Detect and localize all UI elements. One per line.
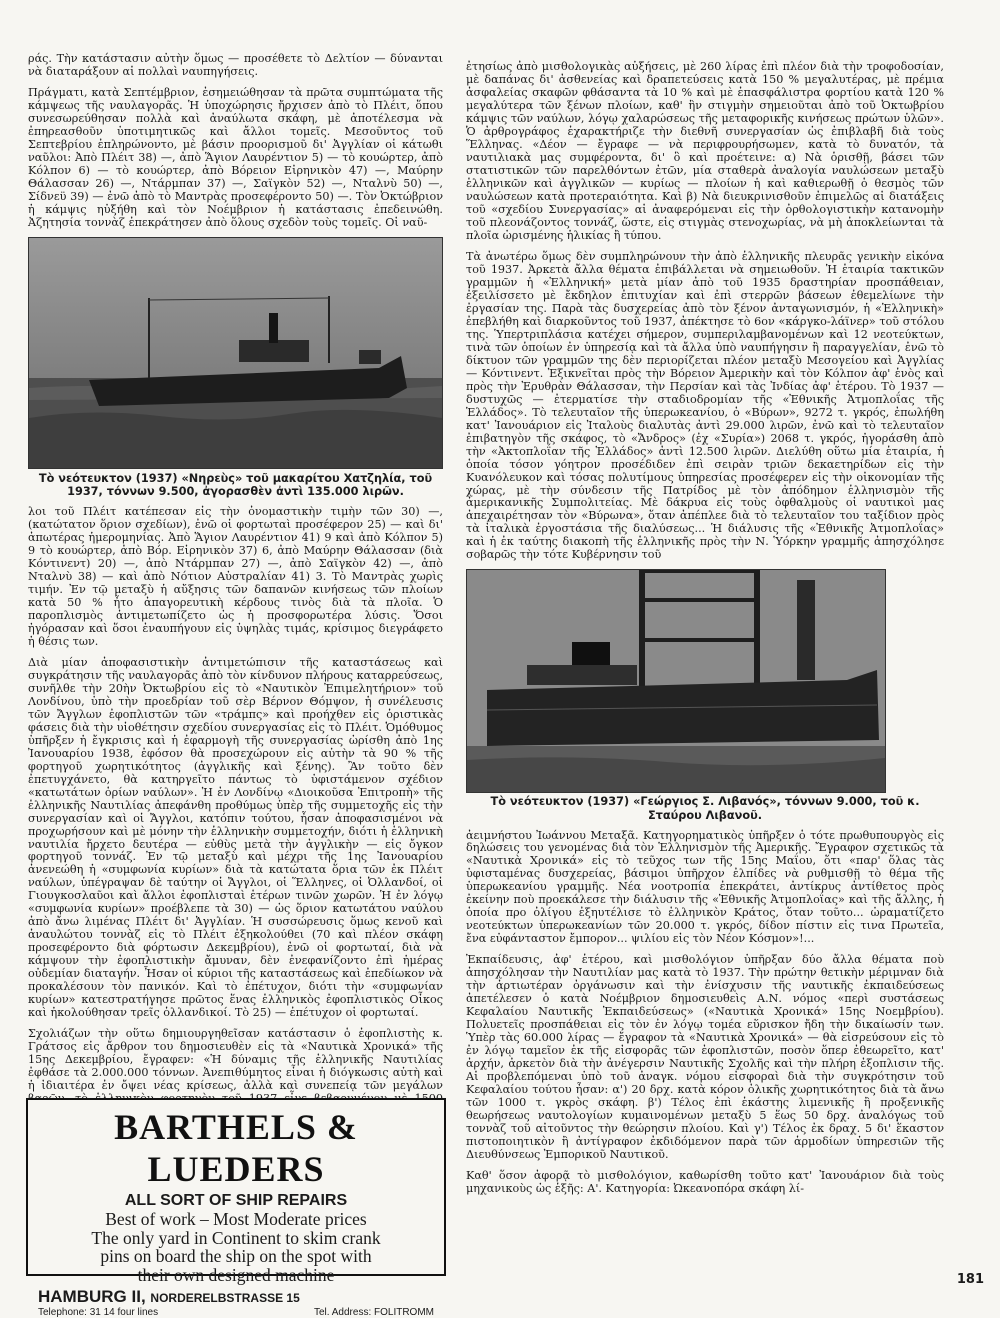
ad-city-name: HAMBURG II, bbox=[38, 1287, 146, 1307]
right-column bbox=[466, 60, 944, 1203]
left-paragraph-3: λοι τοῦ Πλέιτ κατέπεσαν εἰς τὴν ὀνομαστικὴν τιμὴν τῶν 30) —, (κατώτατον ὅριον σχεδίων), ἐνῶ οἱ φορτωταὶ προσέφερον 25) — καὶ δι' ἀπωτέρας ἡμερομηνίας. Ἀπὸ Ἅγιον Λαυρέντιον 41) 9 καὶ ἀπὸ Κόλπον 5) 9 τὸ κουώρτερ, ἀπὸ Βόρ. Εἰρηνικὸν 37) 6, ἀπὸ Μαύρην Θάλασσαν (διὰ Κόντινεντ) 20) —, ἀπὸ Ντάρμπαν 27) —, ἀπὸ Σαϊγκὸν 42) —, ἀπὸ Νταλνὺ 38) — καὶ ἀπὸ Νότιον Αὐστραλίαν 41) 3. Τὸ Μαντρὰς χωρὶς τιμήν. Ἐν τῷ μεταξὺ ἡ αὔξησις τῶν δαπανῶν κινήσεως τῶν πλοίων κατὰ 50 % ἦτο ἀπαγορευτικὴ κέρδους τινὸς διὰ τὰ πλοῖα. Ὁ παροπλισμὸς ἀντιμετωπίζετο ὡς ἡ προσφορωτέρα λύσις. Ὅσοι ἠγόρασαν καὶ ὅσοι ἐναυπήγουν εἰς ὑψηλὰς τιμάς, κρίσιμος διεγράφετο ἡ θέσις των. bbox=[28, 504, 443, 648]
ad-line-4: their own designed machine bbox=[137, 1264, 335, 1285]
ad-tagline: ALL SORT OF SHIP REPAIRS bbox=[124, 1192, 348, 1209]
ad-street: NORDERELBSTRASSE 15 bbox=[150, 1291, 300, 1306]
ad-footer bbox=[28, 1287, 444, 1307]
ad-line-2: The only yard in Continent to skim crank bbox=[91, 1227, 381, 1248]
ad-contacts bbox=[28, 1307, 444, 1318]
ad-company-name: BARTHELS & LUEDERS bbox=[114, 1107, 358, 1189]
page-number: 181 bbox=[956, 1272, 984, 1287]
ship-photo-nireus bbox=[28, 237, 443, 469]
photo-caption-livanos: Τὸ νεότευκτον (1937) «Γεώργιος Σ. Λιβανός», τόννων 9.000, τοῦ κ. Σταύρου Λιβανοῦ. bbox=[490, 795, 920, 822]
right-paragraph-5: Καθ' ὅσον ἀφορᾷ τὸ μισθολόγιον, καθωρίσθη τοῦτο κατ' Ἰανουάριον διὰ τοὺς μηχανικοὺς ὡς ἑξῆς: Α'. Κατηγορία: Ὠκεανοπόρα σκάφη λί- bbox=[466, 1169, 944, 1196]
right-paragraph-3: ἀειμνήστου Ἰωάννου Μεταξᾶ. Κατηγορηματικὸς ὑπῆρξεν ὁ τότε πρωθυπουργὸς εἰς δηλώσεις του γενομένας διὰ τὸν Ἑλληνισμὸν τῆς Ἀμερικῆς. Ἔγραφον σχετικῶς τὰ «Ναυτικὰ Χρονικά» εἰς τὸ τεῦχος των τῆς 15ης Μαΐου, ὅτι «παρ' ὅλας τὰς ὑφισταμένας δυσχερείας, βάσιμοι ὑπῆρχον ἐλπίδες νὰ ρυθμισθῇ τὸ θέμα τῆς ὑπερωκεανίου γραμμῆς. Νέα νοοτροπία ἐπεκράτει, ἀντίκρυς ἀντίθετος πρὸς ἐκείνην ποὺ προεκάλεσε τὴν διάλυσιν τῆς «Ἐθνικῆς Ἀτμοπλοΐας» καὶ τῆς ἄλλης, ἡ ὁποία προ ὀλίγου ἐξηυτέλισε τὸ ἑλληνικὸν Κράτος, ὅταν τοῦτο... ὡραματίζετο νεοτεύκτων ὑπερωκεανίων τῶν 20.000 τ. γκρός, δίδον πίστιν εἰς τινα Πρωτεῖα, ἔνα εὐφάνταστον ἔμπορον... ψιλίου εἰς τὸν Νέον Κόσμον»!... bbox=[466, 828, 944, 946]
photo-caption-nireus: Τὸ νεότευκτον (1937) «Νηρεὺς» τοῦ μακαρίτου Χατζηλία, τοῦ 1937, τόννων 9.500, ἀγορασθὲν ἀντὶ 135.000 λιρῶν. bbox=[38, 471, 433, 499]
left-paragraph-2: Πράγματι, κατὰ Σεπτέμβριον, ἐσημειώθησαν τὰ πρῶτα συμπτώματα τῆς κάμψεως τῆς ναυλαγορᾶς. Ἡ ὑποχώρησις ἤρχισεν ἀπὸ τὸ Πλέιτ, ὅπου συνεσωρεύθησαν πολλὰ καὶ ἀναύλωτα σκάφη, μὲ ἀποτέλεσμα νὰ ἐπηρεασθοῦν ὑποτιμητικῶς καὶ ἄλλοι τομεῖς. Μεσοῦντος τοῦ Σεπτεβρίου ἐπληρώνοντο, μὲ βάσιν προορισμοῦ δι' Ἀγγλίαν οἱ κάτωθι ναῦλοι: Ἀπὸ Πλέιτ 38) —, ἀπὸ Ἅγιον Λαυρέντιον 5) — τὸ κουώρτερ, ἀπὸ Κόλπον 6) — τὸ κουώρτερ, ἀπὸ Βόρειον Εἰρηνικὸν 47) —, Μαύρην Θάλασσαν 26) —, Ντάρμπαν 37) —, Σαϊγκὸν 52) —, Νταλνὺ 50) —, Σίδνεϋ 39) — ἐνῶ ἀπὸ τὸ Μαντρὰς προσεφέροντο 50) —. Τὸν Ὀκτώβριον ἡ κάμψις ηὐξήθη καὶ τὸν Νοέμβριον ἡ κατάστασις ἐπεδεινώθη. Ἀζητησία τοννὰζ ἐπεκράτησεν ἀπὸ ὅλους σχεδὸν τοὺς τομεῖς. Οἱ ναῦ- bbox=[28, 85, 443, 229]
right-paragraph-1: ἐτησίως ἀπὸ μισθολογικὰς αὐξήσεις, μὲ 260 λίρας ἐπὶ πλέον διὰ τὴν τροφοδοσίαν, μὲ δαπάνας δι' ἀσθενείας καὶ δραπετεύσεις κατὰ 150 % μεγαλυτέρας, μὲ πρέμια ἀσφαλείας σκαφῶν φθάσαντα τὰ 10 % καὶ μὲ ἐπασφάλιστρα φορτίου κατὰ 120 % μεγαλύτερα τῶν ξένων πλοίων, καθ' ἣν στιγμὴν σημειοῦται ἀπὸ τοῦ Ὀκτωβρίου κάμψις τῶν ναύλων, λόγῳ χαλαρώσεως τῆς μεταφορικῆς κινήσεως πρώτων ὑλῶν». Ὁ ἀρθρογράφος ἐχαρακτήριζε τὴν διεθνῆ συνεργασίαν ὡς ἐπιβλαβῆ διὰ τοὺς Ἕλληνας. «Δέον — ἔγραφε — νὰ περιφρουρήσωμεν, κατὰ τὸ δυνατόν, τὰ ναυτιλιακὰ μας συμφέροντα, δι' ὃ καὶ προέτεινε: α) Νὰ ὁρισθῇ, βάσει τῶν στατιστικῶν τῶν παρελθόντων ἐτῶν, μία σταθερὰ ἀναλογία ναυλώσεων μεταξὺ ἑλληνικῶν καὶ ἀγγλικῶν — κυρίως — πλοίων ἡ καὶ καθιερωθῇ ὁ θεσμὸς τῶν ναυλώσεων κατὰ προτεραιότητα. Καὶ β) Νὰ διευκρινισθοῦν ἐπιμελῶς αἱ διατάξεις τοῦ «σχεδίου Συνεργασίας» αἱ ἀναφερόμεναι εἰς τὴν ὀρθολογιστικὴν κατανομὴν τοῦ πλεονάζοντος τοννάζ, ὥστε, εἰς στιγμὰς στενοχωρίας, νὰ μὴ ἀποκλείωνται τὰ πλοῖα ὡρισμένης ἡλικίας ἢ τύπου. bbox=[466, 60, 944, 242]
ship-photo-livanos bbox=[466, 569, 886, 793]
left-paragraph-1: ράς. Τὴν κατάστασιν αὐτὴν ὅμως — προσέθετε τὸ Δελτίον — δύνανται νὰ διαταράξουν αἱ πολλαὶ ναυπηγήσεις. bbox=[28, 52, 443, 78]
left-column bbox=[28, 52, 443, 1126]
ad-city bbox=[38, 1287, 300, 1307]
ship-livanos-illustration bbox=[467, 570, 885, 792]
left-paragraph-5: Σχολιάζων τὴν οὕτω δημιουργηθεῖσαν κατάστασιν ὁ ἐφοπλιστὴς κ. Γράτσος εἰς ἄρθρον του δημοσιευθὲν εἰς τὰ «Ναυτικὰ Χρονικά» τῆς 15ης Δεκεμβρίου, ἔγραφεν: «Ἡ δύναμις τῆς ἑλληνικῆς Ναυτιλίας ἐφθάσε τὰ 2.000.000 τόννων. Ἀνεπιθύμητος εἶναι ἡ διόγκωσις αὐτὴ καὶ ἡ ἰδιαιτέρα ἐν ὄψει νέας κρίσεως, ἀλλὰ καὶ συνεπείᾳ τῶν μεγάλων bbox=[28, 1027, 443, 1093]
ad-line-3: pins on board the ship on the spot with bbox=[100, 1246, 372, 1267]
left-paragraph-4: Διὰ μίαν ἀποφασιστικὴν ἀντιμετώπισιν τῆς καταστάσεως καὶ συγκράτησιν τῆς ναυλαγορᾶς ἀπὸ τὸν κίνδυνον πλήρους καταρρεύσεως, συνῆλθε τὴν 20ὴν Ὀκτωβρίου εἰς τὸ «Ναυτικὸν Ἐπιμελητήριον» τοῦ Λονδίνου, ὑπὸ τὴν προεδρίαν τοῦ σὲρ Βέρνον Θόμψον, ἡ συνέλευσις τῶν Ἄγγλων ἐφοπλιστῶν τῶν «τράμπς» καὶ προήχθεν εἰς ὁριστικὰς φάσεις διὰ τὴν υἱοθέτησιν σχεδίου συνεργασίας εἰς τὸ Πλέιτ. Ὁμόθυμος ὑπῆρξεν ἡ ἔγκρισις καὶ ἡ ἐφαρμογὴ τῆς συνεργασίας ὡρίσθη ἀπὸ 1ης Ἰανουαρίου 1938, ἐφόσον θὰ προσεχώρουν εἰς αὐτὴν τὰ 90 % τῆς φορτηγοῦ χωρητικότητος (ἀγγλικῆς καὶ ξένης). Ἂν τοῦτο δὲν ἐπετυγχάνετο, θὰ κατηργεῖτο πάντως τὸ ὑφιστάμενον σχέδιον «κατωτάτων ὁρίων ναύλων». Ἡ ἐν Λονδίνῳ «Διοικοῦσα Ἐπιτροπὴ» τῆς ἑλληνικῆς Ναυτιλίας ἀπεφάνθη προθύμως ὑπὲρ τῆς συμμετοχῆς εἰς τὴν συνεργασίαν καὶ οἱ Ἄγγλοι, κατόπιν τούτου, ἦσαν ἀποφασισμένοι νὰ προχωρήσουν καὶ μὲ μόνην τὴν ἑλληνικὴν συμμετοχήν, διότι ἡ ἑλληνικὴ ναυτιλία ἤρχετο δευτέρα — εὐθὺς μετὰ τὴν ἀγγλικὴν — εἰς ὄγκον φορτηγοῦ τοννάζ. Ἐν τῷ μεταξὺ καὶ μέχρι τῆς 1ης Ἰανουαρίου ἀνενεώθη ἡ «συμφωνία κυρίων» διὰ τὰ κατώτατα ὅρια τῶν ἐκ Πλέιτ ναύλων, ὑπέγραψαν δὲ ταύτην οἱ Ἄγγλοι, οἱ Ἕλληνες, οἱ Ὀλλανδοί, οἱ Γιουγκοσλαῦοι καὶ ἄλλοι ἐφοπλισταὶ ἑτέρων τινῶν χωρῶν. Ἡ ἐν λόγῳ «συμφωνία κυρίων» προέβλεπε τὰ 30) — ὡς ὅριον κατωτάτου ναύλου ἀπὸ ἄνω λιμένας Πλέιτ δι' Ἀγγλίαν. Ἡ συσσώρευσις ὅμως κενοῦ καὶ ἀναυλώτου τοννὰζ εἰς τὸ Πλέιτ ἐξηκολούθει (70 καὶ πλέον σκάφη προσεφέροντο διὰ φόρτωσιν Δεκεμβρίου), ἐνῶ οἱ φορτωταί, διὰ νὰ κάμψουν τὴν ἐφοπλιστικὴν ἄμυναν, δὲν ἐνεφανίζοντο ἐπὶ ἡμέρας οὐδεμίαν διαταγήν. Ἦσαν οἱ κύριοι τῆς καταστάσεως καὶ ἐπεδίωκον νὰ προκαλέσουν τὸν πανικόν. Καὶ τὸ ἐπέτυχον, διότι τὴν «συμφωνίαν κυρίων» κατεστρατήγησε πρῶτος ἕνας ἑλληνικὸς ἐφοπλιστικὸς Οἶκος καὶ ἠκολούθησαν τρεῖς ὁλλανδικοί. Τὸ 25) — ἐπέτυχον οἱ φορτωταί. bbox=[28, 655, 444, 1020]
ship-nireus-illustration bbox=[29, 238, 442, 468]
ad-telephone: Telephone: 31 14 four lines bbox=[38, 1307, 159, 1318]
right-paragraph-2: Τὰ ἀνωτέρω ὅμως δὲν συμπληρώνουν τὴν ἀπὸ ἑλληνικῆς πλευρᾶς γενικὴν εἰκόνα τοῦ 1937. Ἀρκετὰ ἄλλα θέματα ἐπιβάλλεται νὰ σημειωθοῦν. Ἡ ἑταιρία τακτικῶν γραμμῶν ἡ «Ἑλληνική» μετὰ μίαν ἀπὸ τοῦ 1935 δραστηρίαν προσπάθειαν, ἐξειλίσσετο μὲ ἔκδηλον ἐπιτυχίαν καὶ ἐπὶ στερρῶν βάσεων ἐθεμελίωνε τὴν ἐργασίαν της. Παρὰ τὰς δυσχερείας ἀπὸ τὸν ξένον ἀνταγωνισμόν, ἡ «Ἑλληνικὴ» ἐπεβλήθη καὶ διαρκοῦντος τοῦ 1937, ἀπέκτησε τὸ 6ον «κάργκο-λάϊνερ» τοῦ στόλου της. Ὑπερτριπλάσια κατέχει σήμερον, συμπεριλαμβανομένων καὶ 12 νεοτεύκτων, τινὰ τῶν ὁποίων ἐν ὑπηρεσίᾳ καὶ τὰ ἄλλα ὑπὸ ναυπήγησιν ἢ παραγγελίαν, ἐνῶ τὸ δίκτυον τῶν γραμμῶν της δὲν περιορίζεται πλέον μεταξὺ Μεσογείου καὶ Ἀγγλίας — Κόντινεντ. Ἐξικνεῖται πρὸς τὴν Βόρειον Ἀμερικὴν καὶ τὸν Κόλπον ἀφ' ἑνὸς καὶ πρὸς τὴν Ἐρυθρὰν Θάλασσαν, τὴν Περσίαν καὶ τὰς Ἰνδίας ἀφ' ἑτέρου. Τὸ 1937 — δυστυχῶς — ἐτερματίσε τὴν σταδιοδρομίαν τῆς «Ἐθνικῆς Ἀτμοπλοΐας τῆς Ἑλλάδος». Τὸ τελευταῖον τῆς ὑπερωκεανίου, ὁ «Βύρων», 9272 τ. γκρός, ἐπωλήθη κατ' Ἰανουάριον εἰς Ἰταλοὺς διαλυτὰς ἀντὶ 29.000 λιρῶν, ἐνῶ καὶ τὸ τελευταῖον ἐπιβατηγὸν τῆς σκάφος, τὸ «Ἄνδρος» (ἐχ «Συρία») 2068 τ. γκρός, ἠγοράσθη ἀπὸ τὴν «Ἀκτοπλοΐαν τῆς Ἑλλάδος» ἀντὶ 12.500 λιρῶν. Διελύθη οὕτω μία ἑταιρία, ἡ ὁποία τόσον γόητρον προσέδιδεν ἐπὶ σειρὰν τριῶν δεκαετηρίδων εἰς τὴν Κυανόλευκον καὶ τόσας πολυτίμους ὑπηρεσίας προσέφερεν εἰς τὴν οἰκονομίαν τῆς χώρας, μὲ τὴν σύνδεσιν τῆς Πατρίδος μὲ τὸν ἀπόδημον ἑλληνισμὸν τῆς ἀμερικανικῆς Συμπολιτείας. Μὲ δάκρυα εἰς τοὺς ὀφθαλμοὺς οἱ ναυτικοὶ μας ἀπεχαιρέτησαν τὸν «Βύρωνα», ὅταν ἀπέπλεε διὰ τὸ τελευταῖον του ταξίδιον πρὸς τὰ ἰταλικὰ ἐργοστάσια τῆς διαλύσεως... Ἡ διάλυσις τῆς «Ἐθνικῆς Ἀτμοπλοΐας» καὶ ἡ ἐκ ταύτης διακοπὴ τῆς ἑλληνικῆς πρὸς τὴν Ν. Ὑόρκην γραμμῆς ἀπησχόλησε σοβαρῶς τὴν τότε Κυβέρνησιν τοῦ bbox=[466, 249, 944, 562]
ad-telegraph: Tel. Address: FOLITROMM bbox=[313, 1307, 434, 1318]
barthels-lueders-advertisement bbox=[26, 1098, 446, 1318]
right-paragraph-4: Ἐκπαίδευσις, ἀφ' ἑτέρου, καὶ μισθολόγιον ὑπῆρξαν δύο ἄλλα θέματα ποὺ ἀπησχόλησαν τὴν Ναυτιλίαν μας κατὰ τὸ 1937. Τὴν πρώτην θετικὴν μέριμναν διὰ τὴν ἀρτιωτέραν ὀργάνωσιν καὶ τὴν ἐνίσχυσιν τῆς ναυτικῆς ἐκπαιδεύσεως ἀπετέλεσεν ὁ κατὰ Νοέμβριον δημοσιευθεὶς Α.Ν. νόμος «περὶ συστάσεως Κεφαλαίου Ναυτικῆς Ἐκπαιδεύσεως» («Ναυτικὰ Χρονικά» 15ης Νοεμβρίου). Πολυετεῖς προσπάθειαι εἰς τὸν ἐν λόγῳ τομέα εὕρισκον ἤδη τὴν δικαίωσίν των. Ὑπὲρ τὰς 60.000 λίρας — ἔγραφον τὰ «Ναυτικὰ Χρονικά» — θὰ εἰσρεύσουν εἰς τὸ ἐν λόγῳ ταμεῖον ἐκ τῆς εἰσφορᾶς τῶν ἐφοπλιστῶν, ποσὸν ὅπερ ἐθεωρεῖτο, κατ' ἀρχήν, ἀρκετὸν διὰ τὴν ἀνέγερσιν Ναυτικῆς Σχολῆς καὶ τὴν πλήρη ἐξοπλισιν τῆς. Αἱ προβλεπόμεναι ὑπὸ τοῦ ἀναγκ. νόμου εἰσφοραὶ διὰ τὴν συγκρότησιν τοῦ Κεφαλαίου τούτου ἦσαν: α') 20 δρχ. κατὰ κόρον ὀλικῆς χωρητικότητος διὰ τὰ ἄνω τῶν 1000 τ. γκρὸς σκάφη. β') Τέλος ἐπὶ ἑκάστης λιμενικῆς ἢ προξενικῆς θεωρήσεως ναυτολογίων κυμαινομένων μεταξὺ 5 ἕως 50 δρχ. ἀναλόγως τοῦ τοννὰζ τοῦ αἰτοῦντος τὴν θεώρησιν πλοίου. Καὶ γ') Τέλος ἐκ δραχ. 5 δι' ἕκαστον πιστοποιητικὸν ἢ ἀντίγραφον ἐκδιδόμενον παρὰ τῶν ἁρμοδίων ὑπηρεσιῶν τῆς Διευθύνσεως Ἐμπορικοῦ Ναυτικοῦ. bbox=[466, 953, 944, 1162]
ad-line-1: Best of work – Most Moderate prices bbox=[105, 1209, 367, 1229]
